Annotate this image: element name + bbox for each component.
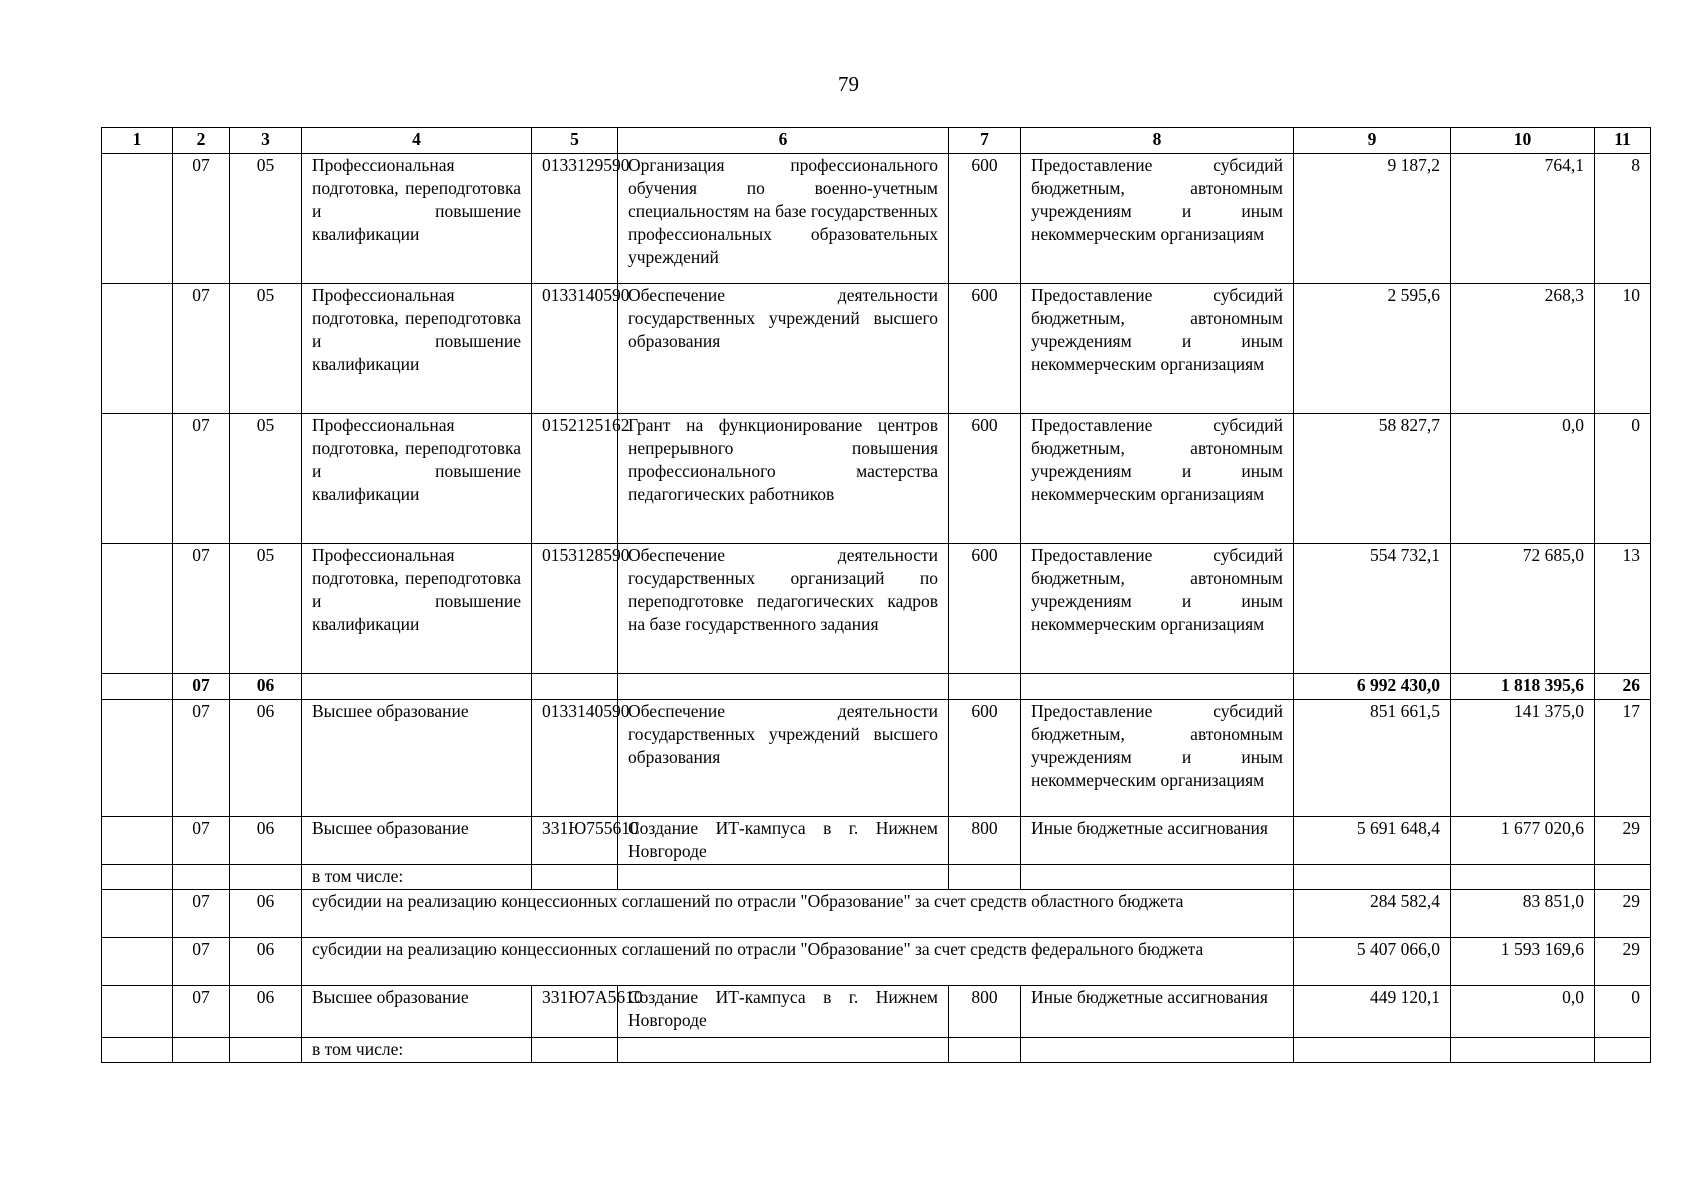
cell-expense-name: Иные бюджетные ассигнования [1021,986,1294,1038]
cell-expense-name: Предоставление субсидий бюджетным, автономным учреждениям и иным некоммерческим организациям [1021,284,1294,414]
cell-amount-plan: 9 187,2 [1294,154,1451,284]
column-header-3: 3 [230,128,302,154]
cell-amount-actual [1451,865,1595,890]
cell-amount-plan: 554 732,1 [1294,544,1451,674]
cell-expense-type: 600 [949,700,1021,817]
cell-subsection: 06 [230,674,302,700]
cell-col1 [102,700,173,817]
cell-target-code [532,865,618,890]
cell-amount-actual: 1 818 395,6 [1451,674,1595,700]
cell-subsection: 06 [230,700,302,817]
table-row [102,817,1651,865]
cell-subsidy-description: субсидии на реализацию концессионных соглашений по отрасли "Образование" за счет средств федерального бюджета [302,938,1294,986]
cell-target-name: Создание ИТ-кампуса в г. Нижнем Новгороде [618,986,949,1038]
cell-section: 07 [173,284,230,414]
cell-expense-name [1021,865,1294,890]
cell-percent: 10 [1595,284,1651,414]
cell-target-code: 0133129590 [532,154,618,284]
column-header-1: 1 [102,128,173,154]
cell-target-name: Создание ИТ-кампуса в г. Нижнем Новгороде [618,817,949,865]
cell-target-code: 0152125162 [532,414,618,544]
cell-expense-name: Предоставление субсидий бюджетным, автономным учреждениям и иным некоммерческим организациям [1021,544,1294,674]
column-header-5: 5 [532,128,618,154]
cell-section-name [302,674,532,700]
cell-expense-name: Предоставление субсидий бюджетным, автономным учреждениям и иным некоммерческим организациям [1021,414,1294,544]
cell-amount-actual: 83 851,0 [1451,890,1595,938]
cell-target-name [618,1038,949,1063]
cell-subsection: 06 [230,817,302,865]
cell-expense-name: Предоставление субсидий бюджетным, автономным учреждениям и иным некоммерческим организациям [1021,154,1294,284]
column-header-10: 10 [1451,128,1595,154]
cell-section: 07 [173,938,230,986]
cell-section: 07 [173,700,230,817]
cell-subsection: 05 [230,284,302,414]
cell-subsection: 05 [230,414,302,544]
table-row [102,865,1651,890]
cell-expense-name [1021,1038,1294,1063]
cell-percent: 29 [1595,890,1651,938]
cell-including-label: в том числе: [302,1038,532,1063]
cell-percent: 17 [1595,700,1651,817]
cell-section: 07 [173,674,230,700]
cell-expense-type [949,674,1021,700]
cell-section-name: Профессиональная подготовка, переподготовка и повышение квалификации [302,284,532,414]
cell-col1 [102,1038,173,1063]
cell-col1 [102,674,173,700]
table-row [102,284,1651,414]
cell-amount-plan: 851 661,5 [1294,700,1451,817]
cell-expense-type: 600 [949,154,1021,284]
cell-subsection [230,1038,302,1063]
cell-percent: 13 [1595,544,1651,674]
cell-amount-plan [1294,1038,1451,1063]
cell-section [173,865,230,890]
table-row [102,938,1651,986]
cell-amount-plan: 5 407 066,0 [1294,938,1451,986]
cell-section-name: Профессиональная подготовка, переподготовка и повышение квалификации [302,544,532,674]
cell-expense-name [1021,674,1294,700]
table-row [102,544,1651,674]
cell-section: 07 [173,986,230,1038]
budget-table [101,127,1651,1063]
cell-percent: 0 [1595,986,1651,1038]
cell-target-code: 0133140590 [532,700,618,817]
cell-percent: 0 [1595,414,1651,544]
cell-expense-type: 600 [949,414,1021,544]
cell-expense-name: Предоставление субсидий бюджетным, автономным учреждениям и иным некоммерческим организациям [1021,700,1294,817]
cell-percent: 29 [1595,817,1651,865]
cell-col1 [102,544,173,674]
cell-section: 07 [173,414,230,544]
cell-expense-type: 600 [949,544,1021,674]
cell-amount-actual: 0,0 [1451,986,1595,1038]
cell-section: 07 [173,890,230,938]
table-row [102,154,1651,284]
cell-target-name [618,674,949,700]
table-row [102,414,1651,544]
cell-subsection [230,865,302,890]
cell-amount-actual: 268,3 [1451,284,1595,414]
cell-subsection: 06 [230,890,302,938]
column-header-9: 9 [1294,128,1451,154]
cell-percent: 29 [1595,938,1651,986]
cell-section-name: Профессиональная подготовка, переподготовка и повышение квалификации [302,414,532,544]
cell-expense-type [949,1038,1021,1063]
cell-target-code [532,1038,618,1063]
cell-amount-plan: 2 595,6 [1294,284,1451,414]
cell-amount-plan: 449 120,1 [1294,986,1451,1038]
table-row [102,700,1651,817]
cell-expense-type: 800 [949,986,1021,1038]
cell-amount-actual: 141 375,0 [1451,700,1595,817]
cell-section-name: Высшее образование [302,700,532,817]
cell-col1 [102,817,173,865]
cell-target-code: 331Ю755610 [532,817,618,865]
cell-subsidy-description: субсидии на реализацию концессионных соглашений по отрасли "Образование" за счет средств областного бюджета [302,890,1294,938]
cell-section: 07 [173,817,230,865]
cell-amount-actual: 1 677 020,6 [1451,817,1595,865]
table-row [102,890,1651,938]
cell-amount-actual: 72 685,0 [1451,544,1595,674]
header-row [102,128,1651,154]
cell-col1 [102,154,173,284]
cell-expense-type: 800 [949,817,1021,865]
cell-section-name: Профессиональная подготовка, переподготовка и повышение квалификации [302,154,532,284]
cell-expense-type: 600 [949,284,1021,414]
cell-target-code: 0133140590 [532,284,618,414]
cell-percent [1595,865,1651,890]
cell-target-name: Обеспечение деятельности государственных учреждений высшего образования [618,284,949,414]
cell-target-name: Обеспечение деятельности государственных учреждений высшего образования [618,700,949,817]
cell-amount-actual: 1 593 169,6 [1451,938,1595,986]
cell-amount-plan: 5 691 648,4 [1294,817,1451,865]
column-header-6: 6 [618,128,949,154]
cell-target-name: Организация профессионального обучения по военно-учетным специальностям на базе государственных профессиональных образовательных учреждений [618,154,949,284]
cell-target-name: Обеспечение деятельности государственных организаций по переподготовке педагогических кадров на базе государственного задания [618,544,949,674]
cell-expense-type [949,865,1021,890]
column-header-7: 7 [949,128,1021,154]
cell-percent [1595,1038,1651,1063]
cell-target-name: Грант на функционирование центров непрерывного повышения профессионального мастерства педагогических работников [618,414,949,544]
subtotal-row [102,674,1651,700]
cell-section: 07 [173,544,230,674]
cell-target-name [618,865,949,890]
cell-section-name: Высшее образование [302,986,532,1038]
cell-including-label: в том числе: [302,865,532,890]
cell-subsection: 05 [230,544,302,674]
cell-amount-actual: 764,1 [1451,154,1595,284]
cell-amount-plan: 6 992 430,0 [1294,674,1451,700]
cell-col1 [102,890,173,938]
cell-col1 [102,284,173,414]
table-row [102,1038,1651,1063]
cell-col1 [102,414,173,544]
cell-col1 [102,986,173,1038]
cell-amount-actual: 0,0 [1451,414,1595,544]
column-header-11: 11 [1595,128,1651,154]
page-number: 79 [838,72,859,96]
cell-section: 07 [173,154,230,284]
cell-percent: 8 [1595,154,1651,284]
table-row [102,986,1651,1038]
cell-target-code: 0153128590 [532,544,618,674]
cell-target-code [532,674,618,700]
cell-subsection: 06 [230,938,302,986]
cell-percent: 26 [1595,674,1651,700]
cell-subsection: 06 [230,986,302,1038]
column-header-8: 8 [1021,128,1294,154]
cell-amount-plan: 284 582,4 [1294,890,1451,938]
cell-section-name: Высшее образование [302,817,532,865]
cell-amount-actual [1451,1038,1595,1063]
cell-amount-plan: 58 827,7 [1294,414,1451,544]
cell-col1 [102,865,173,890]
cell-amount-plan [1294,865,1451,890]
cell-col1 [102,938,173,986]
cell-expense-name: Иные бюджетные ассигнования [1021,817,1294,865]
column-header-4: 4 [302,128,532,154]
cell-subsection: 05 [230,154,302,284]
cell-section [173,1038,230,1063]
cell-target-code: 331Ю7А5610 [532,986,618,1038]
column-header-2: 2 [173,128,230,154]
